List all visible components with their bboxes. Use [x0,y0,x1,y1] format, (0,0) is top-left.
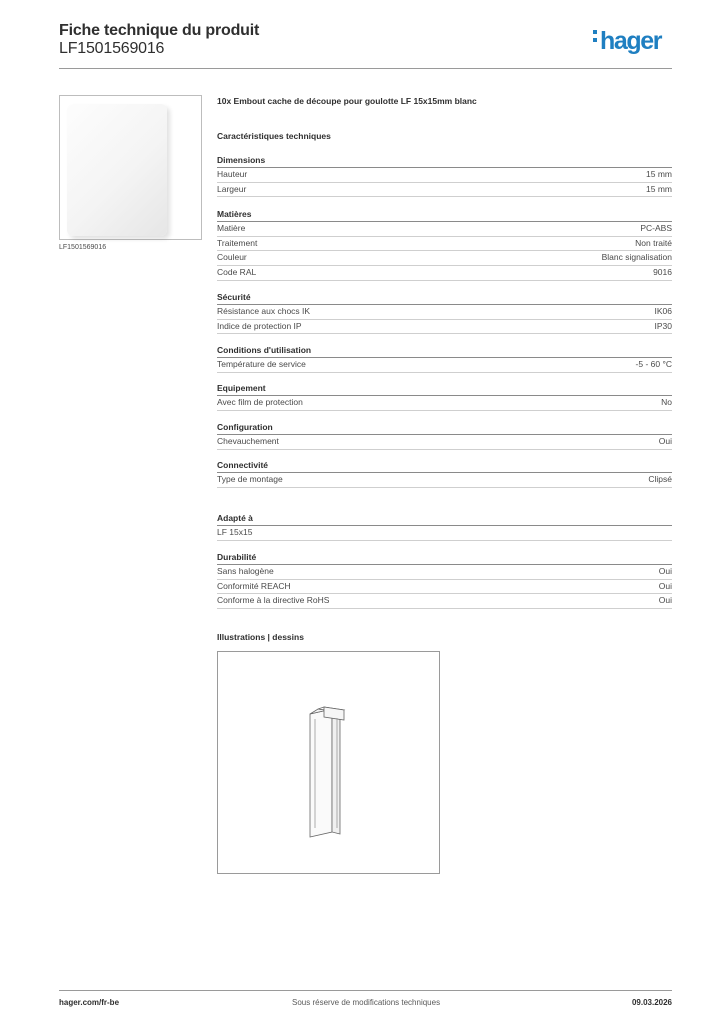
spec-row [217,222,672,237]
photo-caption: LF1501569016 [59,244,107,251]
spec-value: -5 - 60 °C [635,359,672,369]
spec-label: Chevauchement [217,436,279,446]
page-title: Fiche technique du produit [59,22,260,39]
section-materials [217,208,672,281]
spec-value: No [661,397,672,407]
spec-value: Oui [658,595,672,606]
spec-value: 15 mm [646,183,672,194]
hager-logo [593,27,661,56]
spec-label: Indice de protection IP [217,320,302,331]
spec-label: Température de service [217,359,306,369]
header-divider [59,68,672,69]
spec-row [217,358,672,373]
spec-label: Résistance aux chocs IK [217,306,311,316]
section-title: Durabilité [217,551,672,565]
end-cap-drawing [218,652,439,873]
spec-label: Code RAL [217,267,257,278]
spec-row [217,473,672,488]
spec-row [217,396,672,411]
spec-value: Blanc signalisation [601,252,672,263]
spec-row [217,251,672,266]
section-title: Configuration [217,421,672,435]
spec-label: Conforme à la directive RoHS [217,595,330,606]
spec-row [217,266,672,281]
logo-dots-icon [593,26,598,46]
section-equipment [217,382,672,411]
section-title: Conditions d'utilisation [217,344,672,358]
section-title: Sécurité [217,291,672,305]
section-safety [217,291,672,334]
section-connectivity [217,459,672,488]
spec-value: Oui [658,436,672,446]
spec-value: PC-ABS [640,223,672,233]
logo-text: hager [600,27,662,55]
spec-value: Oui [658,566,672,576]
spec-row [217,526,672,541]
section-durability [217,551,672,609]
product-photo [59,95,202,240]
technical-characteristics-title: Caractéristiques techniques [217,131,331,141]
spec-label: Traitement [217,237,258,248]
spec-value: 9016 [653,267,672,278]
product-cap-image [67,104,167,236]
spec-value: IK06 [654,306,672,316]
spec-row [217,435,672,450]
spec-label: Avec film de protection [217,397,303,407]
spec-label: Largeur [217,183,247,194]
section-title: Matières [217,208,672,222]
spec-label: Conformité REACH [217,580,291,591]
section-title: Equipement [217,382,672,396]
spec-label: Hauteur [217,169,248,179]
spec-value: IP30 [654,320,672,331]
spec-row [217,320,672,335]
illustrations-title: Illustrations | dessins [217,632,304,642]
spec-value: Oui [658,580,672,591]
spec-row [217,183,672,198]
spec-row [217,580,672,595]
spec-row [217,565,672,580]
spec-value: 15 mm [646,169,672,179]
product-reference: LF1501569016 [59,40,165,57]
spec-label: Matière [217,223,246,233]
section-configuration [217,421,672,450]
footer-divider [59,990,672,991]
spec-row [217,237,672,252]
spec-label: LF 15x15 [217,527,253,537]
spec-row [217,168,672,183]
footer-website[interactable]: hager.com/fr-be [59,998,120,1007]
section-title: Connectivité [217,459,672,473]
product-name: 10x Embout cache de découpe pour goulotte LF 15x15mm blanc [217,96,477,106]
technical-drawing [217,651,440,874]
spec-label: Sans halogène [217,566,274,576]
section-conditions [217,344,672,373]
spec-value: Non traité [635,237,672,248]
section-title: Adapté à [217,512,672,526]
section-adapted-to [217,512,672,541]
spec-value: Clipsé [648,474,672,484]
footer-date: 09.03.2026 [631,998,672,1007]
section-title: Dimensions [217,154,672,168]
footer-disclaimer: Sous réserve de modifications techniques [292,998,441,1007]
spec-row [217,594,672,609]
section-dimensions [217,154,672,197]
spec-label: Type de montage [217,474,283,484]
spec-label: Couleur [217,252,247,263]
spec-row [217,305,672,320]
